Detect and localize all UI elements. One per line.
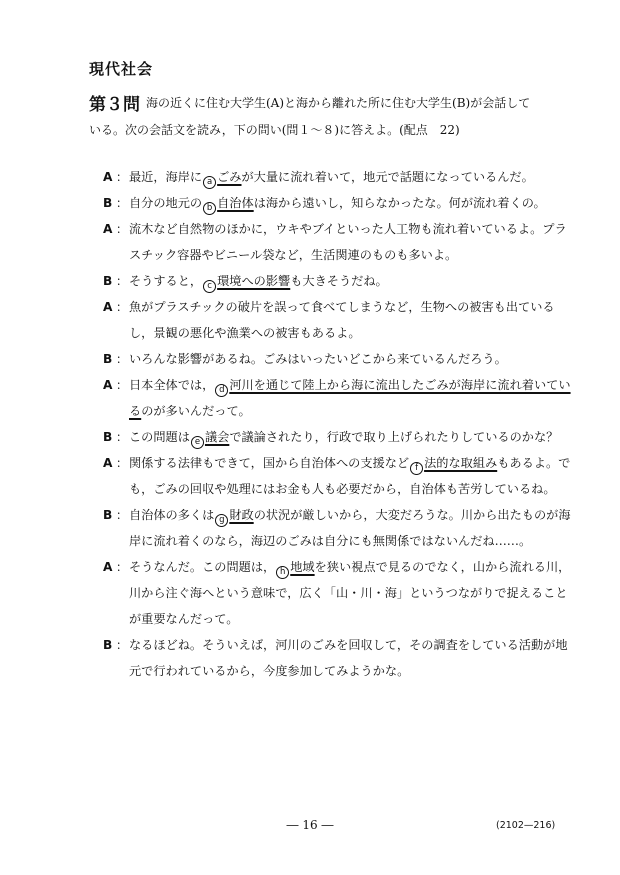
speaker-colon: ： — [115, 170, 129, 184]
dialogue-turn — [103, 632, 573, 684]
question-text-line2: いる。次の会話文を読み，下の問い(問１～８)に答えよ。(配点 22) — [89, 123, 460, 137]
marker-label: b — [203, 202, 216, 215]
underlined-term: 自治体 — [217, 196, 254, 210]
speaker-label: A — [103, 300, 113, 314]
text-segment: 魚がプラスチックの破片を誤って食べてしまうなど，生物への被害も出ているし，景観の悪化や漁業への被害もあるよ。 — [129, 300, 555, 340]
marker-label: g — [215, 514, 228, 527]
speaker-colon: ： — [115, 196, 129, 210]
dialogue-turn — [103, 216, 573, 268]
question-number: 第３問 — [89, 95, 140, 115]
marker-label: c — [203, 280, 216, 293]
dialogue-turn — [103, 268, 573, 294]
utterance-text — [129, 164, 573, 190]
dialogue — [103, 164, 573, 684]
dialogue-turn — [103, 372, 573, 424]
utterance-text — [129, 346, 573, 372]
text-segment: そうすると， — [129, 274, 203, 288]
speaker-label: B — [103, 638, 113, 652]
dialogue-turn — [103, 164, 573, 190]
page-number: ― 16 ― — [286, 818, 334, 832]
text-segment: いろんな影響があるね。ごみはいったいどこから来ているんだろう。 — [129, 352, 507, 366]
text-segment: も大きそうだね。 — [290, 274, 388, 288]
utterance-text — [129, 294, 573, 346]
text-segment: で議論されたり，行政で取り上げられたりしているのかな？ — [229, 430, 559, 444]
underlined-term: 法的な取組み — [424, 456, 498, 470]
subject-title: 現代社会 — [89, 60, 154, 78]
utterance-text — [129, 190, 573, 216]
utterance-text — [129, 372, 573, 424]
text-segment: が大量に流れ着いて，地元で話題になっているんだ。 — [241, 170, 534, 184]
text-segment: なるほどね。そういえば，河川のごみを回収して，その調査をしている活動が地元で行われているから，今度参加してみようかな。 — [129, 638, 568, 678]
underlined-term: 地域 — [290, 560, 315, 574]
marker-label: f — [410, 462, 423, 475]
speaker-label: A — [103, 378, 113, 392]
text-segment: のが多いんだって。 — [141, 404, 251, 418]
text-segment: 流木など自然物のほかに，ウキやブイといった人工物も流れ着いているよ。プラスチック容器やビニール袋など，生活関連のものも多いよ。 — [129, 222, 567, 262]
underlined-term: 環境への影響 — [217, 274, 291, 288]
marker-label: d — [215, 384, 228, 397]
text-segment: 自分の地元の — [129, 196, 203, 210]
speaker-label: A — [103, 222, 113, 236]
utterance-text — [129, 632, 573, 684]
text-segment: 日本全体では， — [129, 378, 215, 392]
marker-label: e — [191, 436, 204, 449]
speaker-colon: ： — [115, 508, 129, 522]
utterance-text — [129, 268, 573, 294]
underlined-term: ごみ — [217, 170, 242, 184]
dialogue-turn — [103, 346, 573, 372]
text-segment: そうなんだ。この問題は， — [129, 560, 276, 574]
utterance-text — [129, 502, 573, 554]
speaker-colon: ： — [115, 430, 129, 444]
dialogue-turn — [103, 554, 573, 632]
text-segment: の状況が厳しいから，大変だろうな。川から出たものが海岸に流れ着くのなら，海辺のごみは自分にも無関係ではないんだね……。 — [129, 508, 571, 548]
dialogue-turn — [103, 424, 573, 450]
underlined-term: 議会 — [204, 430, 230, 444]
speaker-colon: ： — [115, 300, 129, 314]
text-segment: この問題は — [129, 430, 190, 444]
speaker-label: B — [103, 352, 113, 366]
text-segment: もあるよ。でも，ごみの回収や処理にはお金も人も必要だから，自治体も苦労しているね。 — [129, 456, 571, 496]
text-segment: 自治体の多くは — [129, 508, 215, 522]
dialogue-turn — [103, 450, 573, 502]
speaker-label: B — [103, 430, 113, 444]
text-segment: は海から遠いし，知らなかったな。何が流れ着くの。 — [253, 196, 546, 210]
speaker-label: A — [103, 456, 113, 470]
speaker-colon: ： — [115, 352, 129, 366]
marker-label: h — [276, 566, 289, 579]
exam-code: (2102—216) — [496, 820, 556, 831]
speaker-label: B — [103, 196, 113, 210]
question-text-line1: 海の近くに住む大学生(A)と海から離れた所に住む大学生(B)が会話して — [146, 96, 531, 110]
speaker-colon: ： — [115, 638, 129, 652]
utterance-text — [129, 424, 573, 450]
speaker-colon: ： — [115, 456, 129, 470]
speaker-colon: ： — [115, 274, 129, 288]
speaker-label: A — [103, 170, 113, 184]
marker-label: a — [203, 176, 216, 189]
dialogue-turn — [103, 190, 573, 216]
speaker-label: B — [103, 508, 113, 522]
speaker-label: A — [103, 560, 113, 574]
speaker-colon: ： — [115, 378, 129, 392]
text-segment: 最近，海岸に — [129, 170, 203, 184]
speaker-colon: ： — [115, 560, 129, 574]
utterance-text — [129, 216, 573, 268]
underlined-term: 河川を通じて陸上から海に流出したごみが海岸に流れ着いている — [129, 378, 571, 418]
text-segment: を狭い視点で見るのでなく，山から流れる川，川から注ぐ海へという意味で，広く「山・川・海」というつながりで捉えることが重要なんだって。 — [129, 560, 571, 626]
underlined-term: 財政 — [229, 508, 254, 522]
speaker-label: B — [103, 274, 113, 288]
text-segment: 関係する法律もできて，国から自治体への支援など — [129, 456, 410, 470]
dialogue-turn — [103, 294, 573, 346]
speaker-colon: ： — [115, 222, 129, 236]
utterance-text — [129, 554, 573, 632]
utterance-text — [129, 450, 573, 502]
dialogue-turn — [103, 502, 573, 554]
